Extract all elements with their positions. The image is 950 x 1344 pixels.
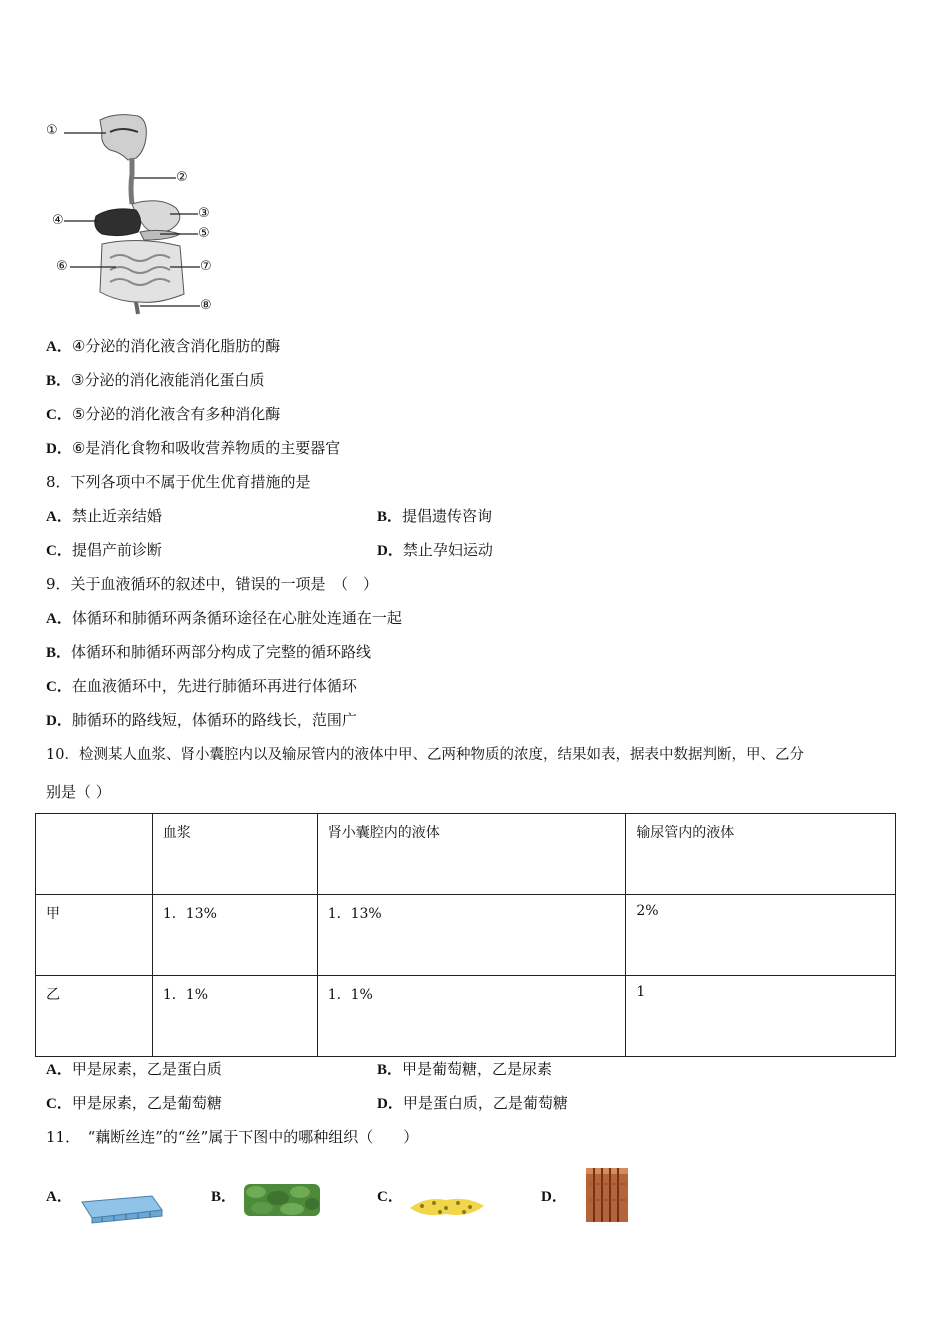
table-row <box>36 976 896 1057</box>
q9-option-d[interactable] <box>46 710 357 731</box>
diagram-label-3: ③ <box>198 206 210 221</box>
diagram-label-7: ⑦ <box>200 259 212 274</box>
table-cell: 1 <box>626 976 896 1057</box>
option-letter: C． <box>46 1096 72 1112</box>
q10-stem-line1: 10．检测某人血浆、肾小囊腔内以及输尿管内的液体中甲、乙两种物质的浓度，结果如表，据表中数据判断，甲、乙分 <box>46 747 804 763</box>
option-text: 禁止近亲结婚 <box>71 507 162 525</box>
option-letter: B． <box>211 1189 237 1205</box>
muscle-like-tissue-image[interactable] <box>242 1180 322 1220</box>
q9-option-b[interactable] <box>46 642 371 663</box>
option-text: ③分泌的消化液能消化蛋白质 <box>71 371 265 389</box>
conducting-tissue-image[interactable] <box>582 1164 632 1224</box>
option-text: 禁止孕妇运动 <box>402 541 493 559</box>
option-text: 肺循环的路线短，体循环的路线长，范围广 <box>71 711 357 729</box>
option-letter: A． <box>46 1189 72 1205</box>
q7-option-b[interactable] <box>46 370 264 391</box>
q11-option-d-letter[interactable] <box>541 1186 567 1207</box>
option-letter: A． <box>46 339 72 355</box>
option-letter: B． <box>46 645 72 661</box>
option-letter: B． <box>377 509 403 525</box>
q9-stem: 9．关于血液循环的叙述中，错误的一项是 （ ） <box>46 575 379 593</box>
option-letter: D． <box>46 713 72 729</box>
option-letter: A． <box>46 1062 72 1078</box>
tissue-fill <box>586 1168 628 1222</box>
table-row <box>36 895 896 976</box>
option-text: ⑤分泌的消化液含有多种消化酶 <box>71 405 281 423</box>
q10-option-d[interactable] <box>377 1093 568 1114</box>
option-text: 提倡产前诊断 <box>71 541 162 559</box>
table-header-row <box>36 814 896 895</box>
option-letter: B． <box>46 373 72 389</box>
option-text: ⑥是消化食物和吸收营养物质的主要器官 <box>71 439 341 457</box>
q8-option-c[interactable] <box>46 540 162 561</box>
diagram-label-5: ⑤ <box>198 226 210 241</box>
option-text: 甲是葡萄糖，乙是尿素 <box>402 1060 553 1078</box>
q8-stem: 8．下列各项中不属于优生优育措施的是 <box>46 473 311 491</box>
option-letter: C． <box>46 407 72 423</box>
q10-option-b[interactable] <box>377 1059 552 1080</box>
table-cell: 1．1% <box>152 976 317 1057</box>
q11-option-a-letter[interactable] <box>46 1186 72 1207</box>
q9-option-a[interactable] <box>46 608 402 629</box>
q10-option-c[interactable] <box>46 1093 222 1114</box>
table-header-cell: 输尿管内的液体 <box>626 814 896 895</box>
option-letter: C． <box>46 679 72 695</box>
diagram-label-6: ⑥ <box>56 259 68 274</box>
option-letter: D． <box>46 441 72 457</box>
option-text: 甲是蛋白质，乙是葡萄糖 <box>402 1094 568 1112</box>
q8-option-b[interactable] <box>377 506 492 527</box>
digestive-system-diagram <box>40 108 230 318</box>
table-cell: 1．1% <box>317 976 626 1057</box>
table-header-cell: 肾小囊腔内的液体 <box>317 814 626 895</box>
option-text: 甲是尿素，乙是葡萄糖 <box>71 1094 222 1112</box>
diagram-label-4: ④ <box>52 213 64 228</box>
option-letter: C． <box>377 1189 403 1205</box>
table-cell: 乙 <box>36 976 153 1057</box>
q7-option-a[interactable] <box>46 336 280 357</box>
q7-option-c[interactable] <box>46 404 280 425</box>
table-header-cell <box>36 814 153 895</box>
diagram-label-8: ⑧ <box>200 298 212 313</box>
q7-option-d[interactable] <box>46 438 340 459</box>
option-letter: D． <box>377 543 403 559</box>
q11-option-b-letter[interactable] <box>211 1186 236 1207</box>
diagram-label-1: ① <box>46 123 58 138</box>
option-letter: D． <box>541 1189 567 1205</box>
q10-option-a[interactable] <box>46 1059 222 1080</box>
q8-option-a[interactable] <box>46 506 162 527</box>
option-text: ④分泌的消化液含消化脂肪的酶 <box>71 337 281 355</box>
table-cell: 2% <box>626 895 896 976</box>
table-header-cell: 血浆 <box>152 814 317 895</box>
q9-option-c[interactable] <box>46 676 357 697</box>
diagram-label-2: ② <box>176 170 188 185</box>
q8-option-d[interactable] <box>377 540 493 561</box>
table-cell: 甲 <box>36 895 153 976</box>
option-text: 体循环和肺循环两条循环途径在心脏处连通在一起 <box>71 609 402 627</box>
option-letter: A． <box>46 611 72 627</box>
option-letter: B． <box>377 1062 403 1078</box>
option-text: 提倡遗传咨询 <box>402 507 493 525</box>
option-text: 甲是尿素，乙是蛋白质 <box>71 1060 222 1078</box>
option-letter: D． <box>377 1096 403 1112</box>
table-cell: 1．13% <box>152 895 317 976</box>
q11-option-c-letter[interactable] <box>377 1186 403 1207</box>
option-text: 在血液循环中，先进行肺循环再进行体循环 <box>71 677 357 695</box>
option-text: 体循环和肺循环两部分构成了完整的循环路线 <box>71 643 372 661</box>
epithelial-tissue-image[interactable] <box>78 1192 164 1224</box>
q11-stem: 11． “藕断丝连”的“丝”属于下图中的哪种组织（ ） <box>46 1128 419 1146</box>
q10-stem-line2: 别是（ ） <box>46 783 111 801</box>
option-letter: A． <box>46 509 72 525</box>
concentration-table <box>35 813 896 1057</box>
table-cell: 1．13% <box>317 895 626 976</box>
option-letter: C． <box>46 543 72 559</box>
connective-tissue-image[interactable] <box>406 1192 488 1220</box>
